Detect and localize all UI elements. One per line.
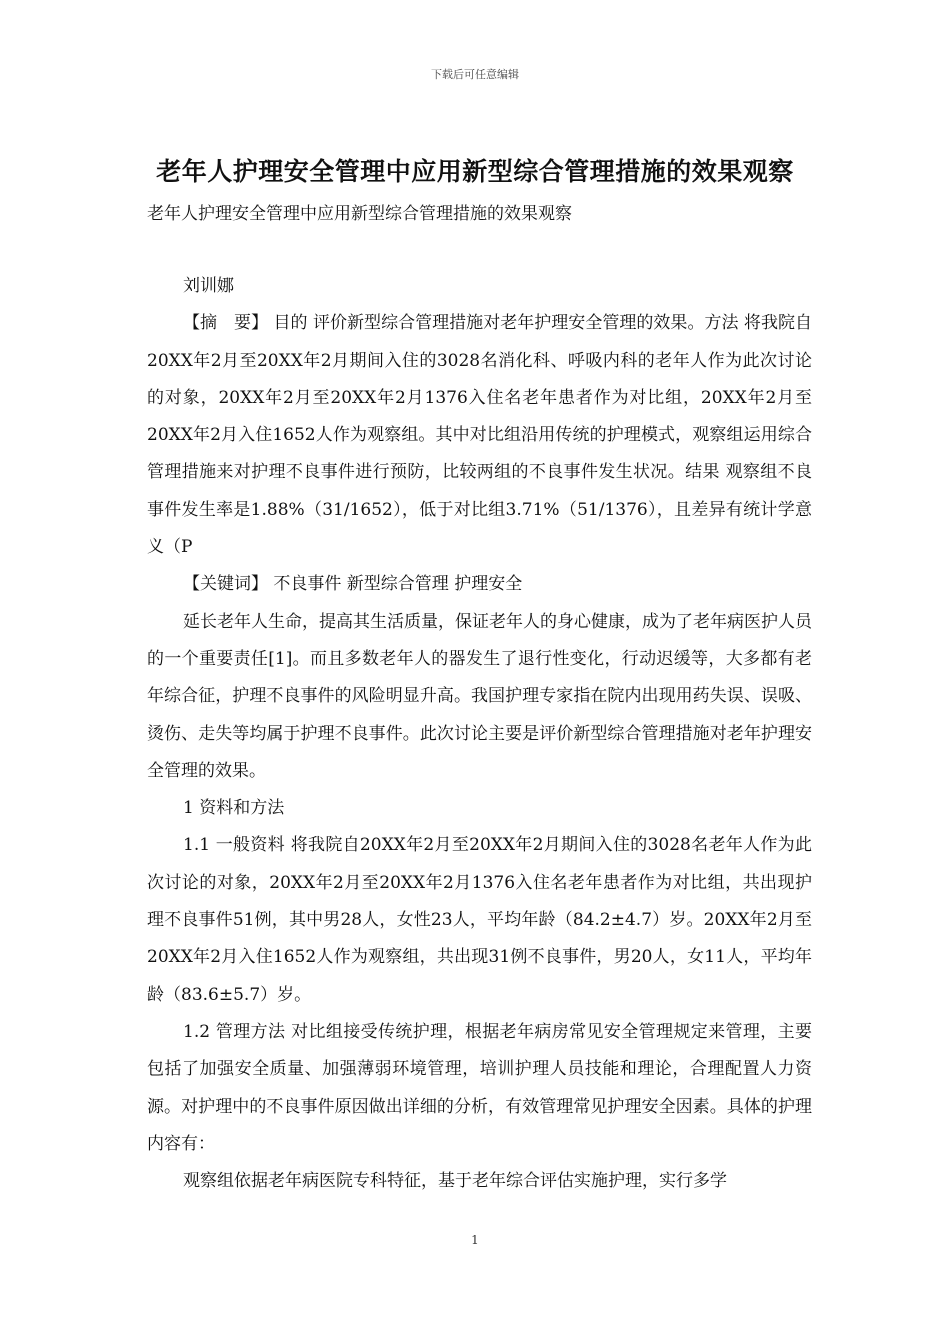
section-1-2-paragraph: 1.2 管理方法 对比组接受传统护理，根据老年病房常见安全管理规定来管理，主要包括了加强安全质量、加强薄弱环境管理，培训护理人员技能和理论，合理配置人力资源。对护理中的不良事件原因做出详细的分析，有效管理常见护理安全因素。具体的护理内容有： bbox=[147, 1021, 812, 1154]
abstract-label: 【摘 要】 bbox=[183, 313, 269, 334]
document-title: 老年人护理安全管理中应用新型综合管理措施的效果观察 bbox=[156, 157, 794, 186]
author-name: 刘训娜 bbox=[183, 276, 234, 296]
page-number: 1 bbox=[471, 1233, 479, 1247]
document-body bbox=[147, 268, 812, 1200]
section-1-1-paragraph: 1.1 一般资料 将我院自20XX年2月至20XX年2月期间入住的3028名老年人作为此次讨论的对象，20XX年2月至20XX年2月1376入住名老年患者作为对比组，共出现护理不良事件51例，其中男28人，女性23人，平均年龄（84.2±4.7）岁。20XX年2月至20XX年2月入住1652人作为观察组，共出现31例不良事件，男20人，女11人，平均年龄（83.6±5.7）岁。 bbox=[147, 835, 812, 1005]
observation-group-paragraph: 观察组依据老年病医院专科特征，基于老年综合评估实施护理，实行多学 bbox=[183, 1171, 727, 1192]
keywords-text: 不良事件 新型综合管理 护理安全 bbox=[268, 574, 523, 595]
intro-paragraph: 延长老年人生命，提高其生活质量，保证老年人的身心健康，成为了老年病医护人员的一个重要责任[1]。而且多数老年人的器发生了退行性变化，行动迟缓等，大多都有老年综合征，护理不良事件的风险明显升高。我国护理专家指在院内出现用药失误、误吸、烫伤、走失等均属于护理不良事件。此次讨论主要是评价新型综合管理措施对老年护理安全管理的效果。 bbox=[147, 611, 812, 781]
abstract-text: 目的 评价新型综合管理措施对老年护理安全管理的效果。方法 将我院自20XX年2月至20XX年2月期间入住的3028名消化科、呼吸内科的老年人作为此次讨论的对象，20XX年2月至20XX年2月1376入住名老年患者作为对比组，20XX年2月至20XX年2月入住1652人作为观察组。其中对比组沿用传统的护理模式，观察组运用综合管理措施来对护理不良事件进行预防，比较两组的不良事件发生状况。结果 观察组不良事件发生率是1.88%（31/1652），低于对比组3.71%（51/1376），且差异有统计学意义（P bbox=[147, 313, 812, 558]
page-header: 下载后可任意编辑 bbox=[431, 68, 519, 81]
section-heading-1: 1 资料和方法 bbox=[183, 798, 285, 819]
keywords-label: 【关键词】 bbox=[183, 574, 268, 595]
abstract-paragraph bbox=[147, 305, 812, 566]
keywords-paragraph bbox=[147, 566, 812, 603]
document-subtitle: 老年人护理安全管理中应用新型综合管理措施的效果观察 bbox=[147, 204, 572, 224]
